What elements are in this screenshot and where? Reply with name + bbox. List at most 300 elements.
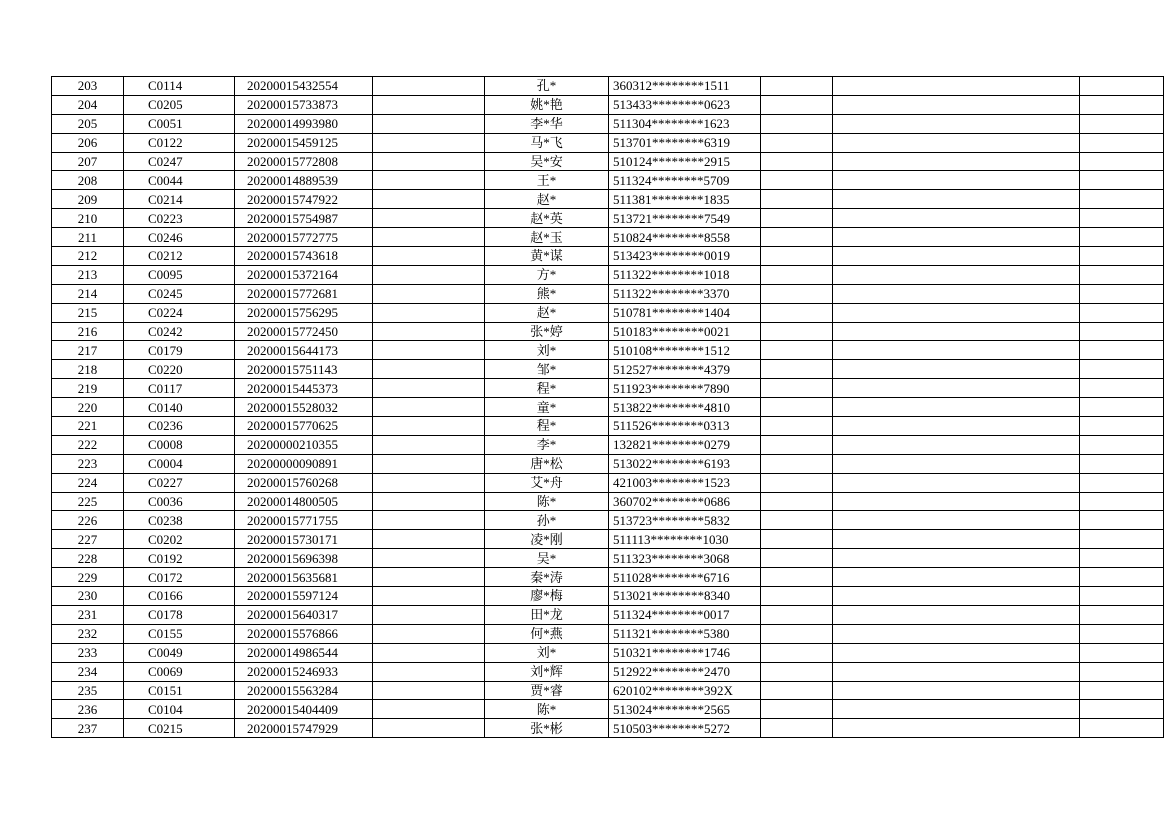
cell-empty — [373, 322, 485, 341]
cell-empty — [833, 379, 1080, 398]
cell-name: 何*燕 — [485, 624, 609, 643]
cell-registration-number: 20200015597124 — [235, 587, 373, 606]
cell-id-number: 511923********7890 — [609, 379, 761, 398]
cell-empty — [1080, 643, 1164, 662]
cell-empty — [833, 265, 1080, 284]
table-row — [52, 662, 1164, 681]
cell-row-number: 214 — [52, 284, 124, 303]
table-row — [52, 681, 1164, 700]
cell-id-number: 511322********3370 — [609, 284, 761, 303]
cell-id-number: 513721********7549 — [609, 209, 761, 228]
cell-row-number: 225 — [52, 492, 124, 511]
cell-empty — [761, 454, 833, 473]
cell-registration-number: 20200015635681 — [235, 568, 373, 587]
cell-empty — [761, 473, 833, 492]
cell-empty — [1080, 341, 1164, 360]
cell-empty — [373, 549, 485, 568]
cell-registration-number: 20200015770625 — [235, 417, 373, 436]
cell-registration-number: 20200015772775 — [235, 228, 373, 247]
cell-id-number: 511323********3068 — [609, 549, 761, 568]
cell-id-number: 512527********4379 — [609, 360, 761, 379]
cell-empty — [833, 152, 1080, 171]
cell-empty — [1080, 492, 1164, 511]
table-row — [52, 303, 1164, 322]
cell-empty — [833, 303, 1080, 322]
cell-id-number: 513701********6319 — [609, 133, 761, 152]
cell-empty — [373, 662, 485, 681]
cell-code: C0236 — [124, 417, 235, 436]
cell-name: 熊* — [485, 284, 609, 303]
cell-id-number: 513822********4810 — [609, 398, 761, 417]
cell-empty — [833, 473, 1080, 492]
cell-id-number: 511324********5709 — [609, 171, 761, 190]
cell-code: C0114 — [124, 77, 235, 96]
cell-name: 赵*玉 — [485, 228, 609, 247]
cell-code: C0069 — [124, 662, 235, 681]
cell-empty — [833, 114, 1080, 133]
cell-empty — [1080, 700, 1164, 719]
cell-row-number: 218 — [52, 360, 124, 379]
cell-empty — [1080, 133, 1164, 152]
cell-name: 田*龙 — [485, 605, 609, 624]
table-row — [52, 454, 1164, 473]
table-row — [52, 417, 1164, 436]
cell-empty — [1080, 511, 1164, 530]
cell-empty — [373, 247, 485, 266]
cell-registration-number: 20200014800505 — [235, 492, 373, 511]
cell-name: 马*飞 — [485, 133, 609, 152]
cell-name: 刘* — [485, 341, 609, 360]
table-row — [52, 190, 1164, 209]
cell-empty — [833, 360, 1080, 379]
cell-row-number: 224 — [52, 473, 124, 492]
cell-id-number: 513723********5832 — [609, 511, 761, 530]
cell-empty — [833, 435, 1080, 454]
cell-empty — [373, 530, 485, 549]
cell-empty — [1080, 587, 1164, 606]
cell-empty — [1080, 719, 1164, 738]
cell-code: C0155 — [124, 624, 235, 643]
cell-empty — [373, 511, 485, 530]
cell-row-number: 211 — [52, 228, 124, 247]
cell-empty — [761, 681, 833, 700]
cell-id-number: 511113********1030 — [609, 530, 761, 549]
table-row — [52, 398, 1164, 417]
cell-empty — [833, 568, 1080, 587]
cell-empty — [833, 228, 1080, 247]
cell-empty — [1080, 322, 1164, 341]
table-row — [52, 435, 1164, 454]
cell-id-number: 511321********5380 — [609, 624, 761, 643]
cell-registration-number: 20200000090891 — [235, 454, 373, 473]
cell-row-number: 219 — [52, 379, 124, 398]
cell-id-number: 132821********0279 — [609, 435, 761, 454]
cell-code: C0205 — [124, 95, 235, 114]
cell-name: 孔* — [485, 77, 609, 96]
cell-registration-number: 20200015528032 — [235, 398, 373, 417]
table-row — [52, 492, 1164, 511]
cell-empty — [373, 265, 485, 284]
cell-empty — [1080, 77, 1164, 96]
cell-empty — [373, 681, 485, 700]
cell-row-number: 208 — [52, 171, 124, 190]
cell-empty — [833, 322, 1080, 341]
cell-empty — [761, 587, 833, 606]
cell-empty — [833, 209, 1080, 228]
cell-empty — [373, 190, 485, 209]
cell-empty — [761, 77, 833, 96]
cell-name: 黄*谋 — [485, 247, 609, 266]
cell-row-number: 215 — [52, 303, 124, 322]
cell-empty — [833, 454, 1080, 473]
cell-code: C0238 — [124, 511, 235, 530]
cell-code: C0140 — [124, 398, 235, 417]
cell-row-number: 216 — [52, 322, 124, 341]
cell-empty — [761, 379, 833, 398]
cell-empty — [373, 417, 485, 436]
cell-registration-number: 20200015743618 — [235, 247, 373, 266]
cell-empty — [833, 133, 1080, 152]
cell-empty — [1080, 549, 1164, 568]
cell-empty — [833, 530, 1080, 549]
cell-registration-number: 20200015760268 — [235, 473, 373, 492]
cell-id-number: 510183********0021 — [609, 322, 761, 341]
cell-empty — [1080, 398, 1164, 417]
cell-registration-number: 20200015404409 — [235, 700, 373, 719]
cell-name: 吴*安 — [485, 152, 609, 171]
cell-row-number: 230 — [52, 587, 124, 606]
cell-registration-number: 20200000210355 — [235, 435, 373, 454]
cell-empty — [761, 643, 833, 662]
cell-empty — [833, 190, 1080, 209]
cell-empty — [761, 247, 833, 266]
cell-row-number: 236 — [52, 700, 124, 719]
cell-registration-number: 20200015730171 — [235, 530, 373, 549]
cell-id-number: 510503********5272 — [609, 719, 761, 738]
table-row — [52, 473, 1164, 492]
cell-empty — [833, 171, 1080, 190]
cell-name: 姚*艳 — [485, 95, 609, 114]
cell-registration-number: 20200015246933 — [235, 662, 373, 681]
table-row — [52, 95, 1164, 114]
cell-id-number: 512922********2470 — [609, 662, 761, 681]
table-row — [52, 360, 1164, 379]
table-row — [52, 587, 1164, 606]
cell-empty — [373, 624, 485, 643]
cell-empty — [373, 719, 485, 738]
cell-name: 王* — [485, 171, 609, 190]
table-row — [52, 228, 1164, 247]
cell-empty — [1080, 360, 1164, 379]
cell-code: C0178 — [124, 605, 235, 624]
cell-row-number: 231 — [52, 605, 124, 624]
cell-name: 张*彬 — [485, 719, 609, 738]
cell-id-number: 513433********0623 — [609, 95, 761, 114]
table-row — [52, 511, 1164, 530]
table-row — [52, 530, 1164, 549]
cell-empty — [761, 303, 833, 322]
cell-registration-number: 20200015751143 — [235, 360, 373, 379]
cell-name: 陈* — [485, 492, 609, 511]
cell-empty — [1080, 247, 1164, 266]
cell-empty — [833, 681, 1080, 700]
cell-name: 赵* — [485, 303, 609, 322]
cell-empty — [373, 435, 485, 454]
cell-registration-number: 20200014993980 — [235, 114, 373, 133]
cell-code: C0122 — [124, 133, 235, 152]
cell-empty — [1080, 417, 1164, 436]
cell-row-number: 226 — [52, 511, 124, 530]
cell-name: 李*华 — [485, 114, 609, 133]
cell-empty — [761, 152, 833, 171]
cell-empty — [373, 360, 485, 379]
cell-name: 赵*英 — [485, 209, 609, 228]
cell-id-number: 511028********6716 — [609, 568, 761, 587]
cell-name: 廖*梅 — [485, 587, 609, 606]
cell-name: 李* — [485, 435, 609, 454]
cell-name: 程* — [485, 379, 609, 398]
cell-empty — [373, 303, 485, 322]
cell-empty — [1080, 265, 1164, 284]
cell-registration-number: 20200015696398 — [235, 549, 373, 568]
cell-empty — [761, 171, 833, 190]
cell-id-number: 620102********392X — [609, 681, 761, 700]
cell-empty — [833, 77, 1080, 96]
cell-code: C0172 — [124, 568, 235, 587]
cell-empty — [833, 398, 1080, 417]
cell-id-number: 360702********0686 — [609, 492, 761, 511]
cell-registration-number: 20200015772450 — [235, 322, 373, 341]
cell-empty — [761, 662, 833, 681]
cell-empty — [833, 417, 1080, 436]
cell-empty — [1080, 530, 1164, 549]
cell-name: 唐*松 — [485, 454, 609, 473]
cell-registration-number: 20200015640317 — [235, 605, 373, 624]
cell-registration-number: 20200015771755 — [235, 511, 373, 530]
cell-empty — [761, 417, 833, 436]
cell-id-number: 510124********2915 — [609, 152, 761, 171]
cell-empty — [833, 643, 1080, 662]
cell-id-number: 421003********1523 — [609, 473, 761, 492]
table-row — [52, 322, 1164, 341]
cell-id-number: 511324********0017 — [609, 605, 761, 624]
cell-id-number: 511381********1835 — [609, 190, 761, 209]
cell-name: 刘* — [485, 643, 609, 662]
cell-empty — [373, 209, 485, 228]
cell-empty — [1080, 568, 1164, 587]
cell-registration-number: 20200015733873 — [235, 95, 373, 114]
table-row — [52, 209, 1164, 228]
cell-empty — [833, 700, 1080, 719]
cell-empty — [373, 77, 485, 96]
cell-id-number: 511526********0313 — [609, 417, 761, 436]
cell-id-number: 513022********6193 — [609, 454, 761, 473]
cell-registration-number: 20200015459125 — [235, 133, 373, 152]
cell-empty — [1080, 624, 1164, 643]
cell-registration-number: 20200015563284 — [235, 681, 373, 700]
cell-row-number: 204 — [52, 95, 124, 114]
cell-empty — [833, 624, 1080, 643]
cell-empty — [761, 95, 833, 114]
cell-row-number: 229 — [52, 568, 124, 587]
cell-name: 程* — [485, 417, 609, 436]
cell-registration-number: 20200014986544 — [235, 643, 373, 662]
cell-code: C0202 — [124, 530, 235, 549]
cell-empty — [833, 549, 1080, 568]
cell-registration-number: 20200015747922 — [235, 190, 373, 209]
cell-code: C0215 — [124, 719, 235, 738]
cell-code: C0117 — [124, 379, 235, 398]
cell-empty — [833, 247, 1080, 266]
cell-empty — [373, 171, 485, 190]
table-row — [52, 624, 1164, 643]
cell-id-number: 513021********8340 — [609, 587, 761, 606]
cell-id-number: 513423********0019 — [609, 247, 761, 266]
table-row — [52, 568, 1164, 587]
cell-empty — [1080, 681, 1164, 700]
table-row — [52, 152, 1164, 171]
cell-empty — [761, 360, 833, 379]
cell-empty — [373, 492, 485, 511]
cell-code: C0095 — [124, 265, 235, 284]
cell-registration-number: 20200015432554 — [235, 77, 373, 96]
table-row — [52, 77, 1164, 96]
cell-code: C0151 — [124, 681, 235, 700]
cell-code: C0166 — [124, 587, 235, 606]
cell-row-number: 233 — [52, 643, 124, 662]
cell-id-number: 511304********1623 — [609, 114, 761, 133]
cell-empty — [373, 341, 485, 360]
cell-empty — [761, 511, 833, 530]
cell-registration-number: 20200015754987 — [235, 209, 373, 228]
cell-registration-number: 20200015772808 — [235, 152, 373, 171]
cell-id-number: 360312********1511 — [609, 77, 761, 96]
cell-code: C0051 — [124, 114, 235, 133]
cell-empty — [1080, 114, 1164, 133]
cell-empty — [1080, 228, 1164, 247]
cell-registration-number: 20200015756295 — [235, 303, 373, 322]
table-body — [52, 77, 1164, 738]
cell-code: C0245 — [124, 284, 235, 303]
cell-row-number: 207 — [52, 152, 124, 171]
cell-empty — [761, 605, 833, 624]
cell-name: 孙* — [485, 511, 609, 530]
table-row — [52, 341, 1164, 360]
cell-name: 刘*辉 — [485, 662, 609, 681]
cell-row-number: 221 — [52, 417, 124, 436]
table-row — [52, 265, 1164, 284]
cell-code: C0214 — [124, 190, 235, 209]
table-row — [52, 114, 1164, 133]
cell-code: C0247 — [124, 152, 235, 171]
cell-empty — [373, 605, 485, 624]
cell-registration-number: 20200014889539 — [235, 171, 373, 190]
cell-empty — [373, 473, 485, 492]
cell-empty — [761, 700, 833, 719]
cell-empty — [761, 265, 833, 284]
cell-id-number: 511322********1018 — [609, 265, 761, 284]
cell-registration-number: 20200015772681 — [235, 284, 373, 303]
cell-row-number: 227 — [52, 530, 124, 549]
cell-row-number: 234 — [52, 662, 124, 681]
cell-empty — [373, 398, 485, 417]
cell-row-number: 232 — [52, 624, 124, 643]
cell-empty — [761, 190, 833, 209]
cell-empty — [761, 549, 833, 568]
cell-empty — [833, 587, 1080, 606]
cell-empty — [833, 719, 1080, 738]
cell-id-number: 510321********1746 — [609, 643, 761, 662]
table-row — [52, 171, 1164, 190]
cell-empty — [1080, 284, 1164, 303]
cell-code: C0192 — [124, 549, 235, 568]
cell-empty — [373, 152, 485, 171]
table-row — [52, 549, 1164, 568]
cell-empty — [761, 624, 833, 643]
cell-empty — [761, 322, 833, 341]
cell-empty — [761, 228, 833, 247]
cell-row-number: 220 — [52, 398, 124, 417]
cell-id-number: 510108********1512 — [609, 341, 761, 360]
cell-empty — [1080, 662, 1164, 681]
cell-name: 张*婷 — [485, 322, 609, 341]
cell-code: C0224 — [124, 303, 235, 322]
cell-code: C0008 — [124, 435, 235, 454]
cell-empty — [833, 492, 1080, 511]
table-row — [52, 643, 1164, 662]
cell-empty — [761, 492, 833, 511]
cell-empty — [833, 284, 1080, 303]
cell-empty — [1080, 605, 1164, 624]
cell-name: 艾*舟 — [485, 473, 609, 492]
table-row — [52, 719, 1164, 738]
table-row — [52, 700, 1164, 719]
cell-empty — [761, 209, 833, 228]
cell-empty — [1080, 435, 1164, 454]
cell-name: 方* — [485, 265, 609, 284]
cell-code: C0223 — [124, 209, 235, 228]
cell-registration-number: 20200015445373 — [235, 379, 373, 398]
cell-empty — [1080, 379, 1164, 398]
cell-code: C0220 — [124, 360, 235, 379]
cell-row-number: 205 — [52, 114, 124, 133]
cell-empty — [1080, 454, 1164, 473]
cell-name: 凌*刚 — [485, 530, 609, 549]
cell-row-number: 213 — [52, 265, 124, 284]
cell-empty — [373, 133, 485, 152]
cell-id-number: 510824********8558 — [609, 228, 761, 247]
cell-code: C0246 — [124, 228, 235, 247]
cell-registration-number: 20200015747929 — [235, 719, 373, 738]
cell-code: C0104 — [124, 700, 235, 719]
cell-empty — [833, 95, 1080, 114]
cell-empty — [833, 662, 1080, 681]
cell-empty — [833, 511, 1080, 530]
cell-name: 赵* — [485, 190, 609, 209]
cell-name: 吴* — [485, 549, 609, 568]
cell-empty — [1080, 171, 1164, 190]
table-row — [52, 284, 1164, 303]
cell-code: C0212 — [124, 247, 235, 266]
cell-empty — [1080, 95, 1164, 114]
cell-row-number: 206 — [52, 133, 124, 152]
cell-row-number: 210 — [52, 209, 124, 228]
cell-row-number: 217 — [52, 341, 124, 360]
cell-code: C0044 — [124, 171, 235, 190]
cell-empty — [373, 643, 485, 662]
cell-empty — [761, 284, 833, 303]
cell-empty — [833, 341, 1080, 360]
